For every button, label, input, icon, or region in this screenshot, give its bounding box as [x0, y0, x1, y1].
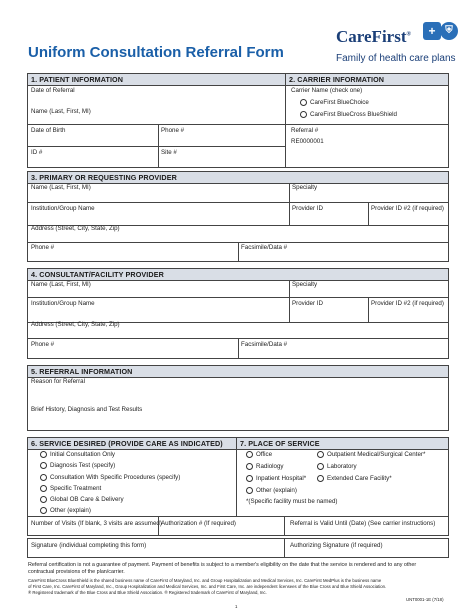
- divider: [368, 202, 369, 225]
- facility-note: *(Specific facility must be named): [246, 498, 338, 505]
- brand-tagline: Family of health care plans: [336, 53, 456, 64]
- laboratory-label: Laboratory: [327, 463, 357, 470]
- primary-phone-field[interactable]: Phone #: [31, 244, 55, 251]
- section-header: [28, 438, 237, 450]
- divider: [286, 124, 448, 125]
- extended-care-label: Extended Care Facility*: [327, 475, 392, 482]
- divider: [284, 539, 285, 557]
- divider: [28, 297, 448, 298]
- consultant-phone-field[interactable]: Phone #: [31, 341, 55, 348]
- consultant-provider-section: [27, 268, 449, 359]
- signature-row: [27, 538, 449, 558]
- other-place-label: Other (explain): [256, 487, 297, 494]
- date-of-birth-field[interactable]: Date of Birth: [31, 127, 66, 134]
- referral-number-label: Referral #: [291, 127, 319, 134]
- service-option-label: Other (explain): [50, 507, 91, 514]
- reason-for-referral-field[interactable]: Reason for Referral: [31, 378, 85, 385]
- inpatient-label: Inpatient Hospital*: [256, 475, 307, 482]
- patient-phone-field[interactable]: Phone #: [161, 127, 185, 134]
- primary-institution-field[interactable]: Institution/Group Name: [31, 205, 95, 212]
- patient-name-field[interactable]: Name (Last, First, MI): [31, 108, 91, 115]
- section-title: 4. CONSULTANT/FACILITY PROVIDER: [31, 270, 164, 279]
- section-header: [28, 74, 286, 86]
- referral-information-section: [27, 365, 449, 431]
- divider: [28, 124, 286, 125]
- divider: [158, 517, 159, 535]
- service-option-radio[interactable]: [40, 507, 47, 514]
- brand-name: CareFirst: [336, 27, 407, 46]
- valid-until-field[interactable]: Referral is Valid Until (Date) (See carrier instructions): [290, 520, 436, 527]
- primary-fax-field[interactable]: Facsimile/Data #: [241, 244, 288, 251]
- page-number: 1: [235, 604, 238, 609]
- section-title: 2. CARRIER INFORMATION: [289, 75, 385, 84]
- service-option-radio[interactable]: [40, 462, 47, 469]
- service-option-radio[interactable]: [40, 474, 47, 481]
- patient-information-section: [27, 73, 287, 168]
- carrier-bluechoice-radio[interactable]: [300, 99, 307, 106]
- consultant-provider-id2-field[interactable]: Provider ID #2 (if required): [371, 300, 444, 307]
- outpatient-label: Outpatient Medical/Surgical Center*: [327, 451, 426, 458]
- carrier-bcbs-label: CareFirst BlueCross BlueShield: [310, 111, 398, 118]
- number-of-visits-field[interactable]: Number of Visits (If blank, 3 visits are assumed): [31, 520, 162, 527]
- legal-line: CareFirst BlueCross BlueShield is the shared business name of CareFirst of Maryland, Inc. and Group Hospitalization and Medical Services, Inc. CareFirst MedPlus is the business name: [28, 578, 382, 583]
- shield-glyph-icon: ⛨: [445, 25, 453, 36]
- radiology-label: Radiology: [256, 463, 284, 470]
- referral-number-value[interactable]: RE0000001: [291, 138, 324, 145]
- legal-line: ® Registered trademark of the Blue Cross and Blue Shield Association. ® Registered trademark of CareFirst of Maryland, Inc.: [28, 590, 267, 595]
- section-header: [28, 366, 448, 378]
- carrier-name-label: Carrier Name (check one): [291, 87, 363, 94]
- section-title: 1. PATIENT INFORMATION: [31, 75, 124, 84]
- site-field[interactable]: Site #: [161, 149, 177, 156]
- section-header: [286, 74, 448, 86]
- divider: [289, 280, 290, 322]
- outpatient-radio[interactable]: [317, 451, 324, 458]
- section-header: [28, 172, 448, 184]
- service-option-label: Global OB Care & Delivery: [50, 496, 124, 503]
- primary-provider-id-field[interactable]: Provider ID: [292, 205, 323, 212]
- visits-authorization-row: [27, 516, 449, 536]
- section-title: 7. PLACE OF SERVICE: [240, 439, 320, 448]
- radiology-radio[interactable]: [246, 463, 253, 470]
- carefirst-logo: [336, 27, 411, 47]
- brand-mark: ®: [406, 31, 411, 38]
- service-option-radio[interactable]: [40, 485, 47, 492]
- other-place-radio[interactable]: [246, 487, 253, 494]
- consultant-fax-field[interactable]: Facsimile/Data #: [241, 341, 288, 348]
- section-title: 3. PRIMARY OR REQUESTING PROVIDER: [31, 173, 177, 182]
- office-label: Office: [256, 451, 273, 458]
- service-option-label: Initial Consultation Only: [50, 451, 116, 458]
- consultant-address-field[interactable]: Address (Street, City, State, Zip): [31, 321, 120, 328]
- section-header: [28, 269, 448, 281]
- form-id: UNT0001-1E (7/18): [406, 597, 444, 602]
- laboratory-radio[interactable]: [317, 463, 324, 470]
- legal-line: of First Care, Inc. CareFirst of Maryland, Inc., Group Hospitalization and Medical Services, Inc. and First Care, Inc. are independent licensees of the Blue Cross and Blue Shield Association.: [28, 584, 387, 589]
- section-header: [237, 438, 448, 450]
- disclaimer-line: Referral certification is not a guarantee of payment. Payment of benefits is subject to a member's eligibility on the date that the service is rendered and to any other: [28, 562, 417, 568]
- brief-history-field[interactable]: Brief History, Diagnosis and Test Results: [31, 406, 143, 413]
- consultant-specialty-field[interactable]: Specialty: [292, 281, 318, 288]
- date-of-referral-field[interactable]: Date of Referral: [31, 87, 75, 94]
- divider: [284, 517, 285, 535]
- section-title: 5. REFERRAL INFORMATION: [31, 367, 133, 376]
- service-option-radio[interactable]: [40, 496, 47, 503]
- consultant-name-field[interactable]: Name (Last, First, MI): [31, 281, 91, 288]
- primary-specialty-field[interactable]: Specialty: [292, 184, 318, 191]
- carrier-bluechoice-label: CareFirst BlueChoice: [310, 99, 369, 106]
- patient-id-field[interactable]: ID #: [31, 149, 43, 156]
- service-desired-section: [27, 437, 238, 517]
- signature-field[interactable]: Signature (individual completing this form): [31, 542, 147, 549]
- authorizing-signature-field[interactable]: Authorizing Signature (if required): [290, 542, 383, 549]
- inpatient-radio[interactable]: [246, 475, 253, 482]
- place-of-service-section: [236, 437, 449, 517]
- service-option-label: Diagnosis Test (specify): [50, 462, 116, 469]
- divider: [28, 202, 448, 203]
- carrier-bcbs-radio[interactable]: [300, 111, 307, 118]
- divider: [289, 183, 290, 225]
- form-title: Uniform Consultation Referral Form: [28, 44, 284, 61]
- consultant-institution-field[interactable]: Institution/Group Name: [31, 300, 95, 307]
- section-title: 6. SERVICE DESIRED (PROVIDE CARE AS INDICATED): [31, 439, 223, 448]
- authorization-number-field[interactable]: Authorization # (If required): [161, 520, 236, 527]
- primary-name-field[interactable]: Name (Last, First, MI): [31, 184, 91, 191]
- divider: [368, 297, 369, 322]
- service-option-label: Consultation With Specific Procedures (specify): [50, 474, 181, 481]
- carrier-information-section: [285, 73, 449, 168]
- primary-address-field[interactable]: Address (Street, City, State, Zip): [31, 225, 120, 232]
- divider: [238, 338, 239, 358]
- divider: [28, 146, 286, 147]
- office-radio[interactable]: [246, 451, 253, 458]
- primary-provider-section: [27, 171, 449, 262]
- consultant-provider-id-field[interactable]: Provider ID: [292, 300, 323, 307]
- divider: [238, 242, 239, 261]
- primary-provider-id2-field[interactable]: Provider ID #2 (if required): [371, 205, 444, 212]
- service-option-radio[interactable]: [40, 451, 47, 458]
- extended-care-radio[interactable]: [317, 475, 324, 482]
- disclaimer-line: contractual provisions of the plan/carrier.: [28, 569, 125, 575]
- cross-glyph-icon: +: [428, 24, 436, 38]
- service-option-label: Specific Treatment: [50, 485, 102, 492]
